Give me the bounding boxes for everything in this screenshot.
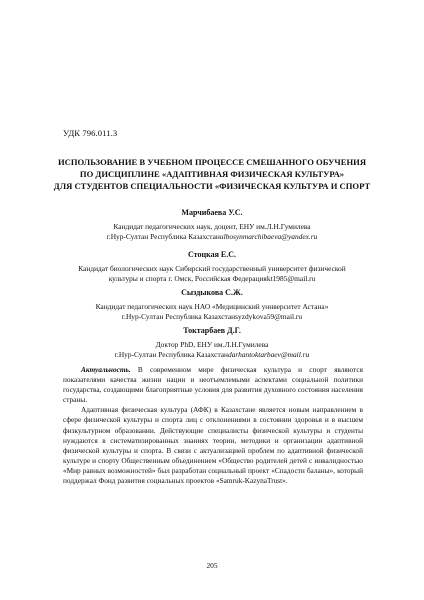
author-affiliation: Кандидат педагогических наук, доцент, ЕНУ им.Л.Н.Гумилева	[113, 221, 311, 231]
author-affiliation: Доктор PhD, ЕНУ им.Л.Н.Гумилева	[155, 339, 269, 349]
title-line-1: ИСПОЛЬЗОВАНИЕ В УЧЕБНОМ ПРОЦЕССЕ СМЕШАННОГО ОБУЧЕНИЯ	[57, 157, 367, 167]
paragraph-relevance	[63, 365, 363, 405]
author-email: kt1985@mail.ru	[266, 274, 316, 284]
paragraph-afk: Адаптивная физическая культура (АФК) в Казахстане является новым направлением в сфере физической культуры и спорта лиц с отклонениями в состоянии здоровья и в высшем физкультурном образовании. Действующие специалисты физической культуры и студенты нуждаются в систематизированных знаниях теории, методики и организации адаптивной физической культуры и спорта. В связи с актуализацией проблем по адаптивной физической культуре и спорту Общественным объединением «Общество родителей детей с инвалидностью «Мир равных возможностей» был разработан социальный проект «Спадости баланы», который поддержал Фонд развития социальных проектов «Samruk-KazynaTrust».	[63, 405, 363, 486]
author-name: Токтарбаев Д.Г.	[183, 326, 241, 335]
author-block-3	[30, 288, 394, 323]
author-block-1	[30, 208, 394, 243]
author-block-2	[30, 250, 394, 285]
author-location-text: г.Нур-Султан Республика Казахстан	[121, 312, 236, 322]
author-location-text: культуры и спорта г. Омск, Российская Федерация	[108, 274, 267, 284]
title-line-2: ПО ДИСЦИПЛИНЕ «АДАПТИВНАЯ ФИЗИЧЕСКАЯ КУЛЬТУРА»	[79, 169, 345, 179]
author-name: Марчибаева У.С.	[181, 208, 243, 217]
relevance-text: В современном мире физическая культура и спорт являются показателями качества жизни нации и неотъемлемыми аспектами социальной политики государства, создающими благоприятные условия для развития духовного состояния населения страны.	[63, 365, 363, 405]
author-email: ulbosynmarchibaeva@yandex.ru	[219, 232, 318, 242]
page-number: 205	[206, 561, 218, 570]
title-line-3: ДЛЯ СТУДЕНТОВ СПЕЦИАЛЬНОСТИ «ФИЗИЧЕСКАЯ КУЛЬТУРА И СПОРТ	[53, 181, 371, 191]
article-body	[63, 365, 363, 486]
author-email: darhantoktarbaev@mail.ru	[228, 350, 310, 360]
author-location-text: г.Нур-Султан Республика Казахстан	[114, 350, 229, 360]
author-affiliation: Кандидат педагогических наук НАО «Медицинский университет Астана»	[95, 301, 329, 311]
udk-code: УДК 796.011.3	[63, 128, 118, 138]
author-location-text: г.Нур-Султан Республика Казахстан	[106, 232, 220, 242]
author-location	[30, 232, 394, 243]
relevance-heading: Актуальность.	[81, 365, 131, 374]
author-location	[30, 274, 394, 285]
author-location	[30, 350, 394, 361]
author-affiliation: Кандидат биологических наук Сибирский государственный университет физической	[78, 263, 346, 273]
author-email: syzdykova59@mail.ru	[235, 312, 303, 322]
author-location	[30, 312, 394, 323]
author-name: Сыздыкова С.Ж.	[181, 288, 243, 297]
author-name: Стоцкая Е.С.	[187, 250, 237, 259]
article-title	[30, 156, 394, 192]
author-block-4	[30, 326, 394, 361]
